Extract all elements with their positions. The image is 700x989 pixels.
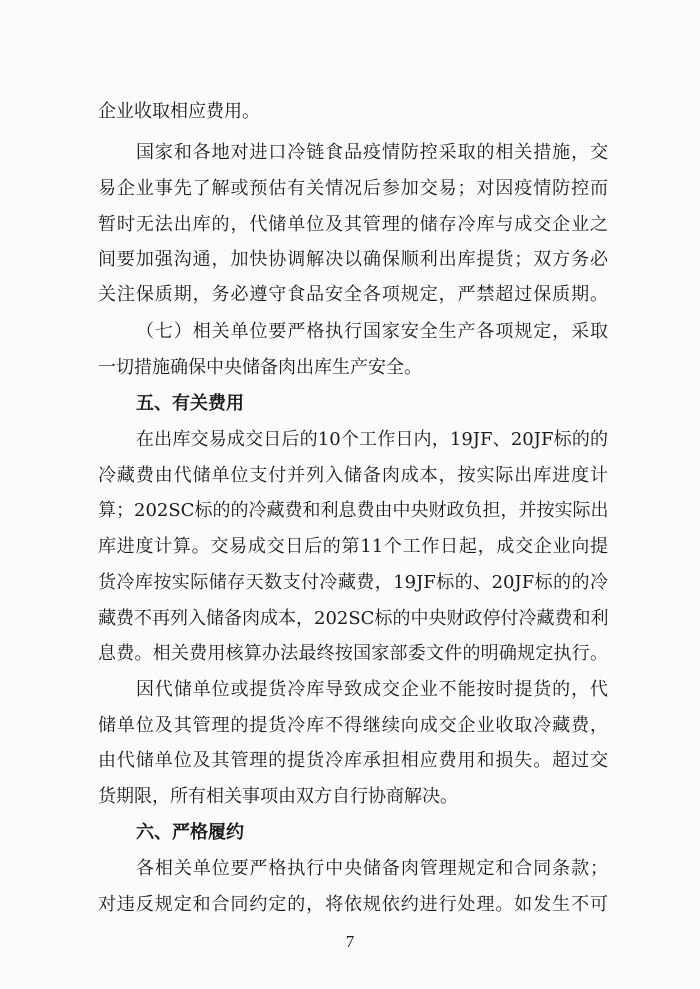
text-line: 在出库交易成交日后的10个工作日内，19JF、20JF标的的 <box>136 429 608 450</box>
section-heading: 五、有关费用 <box>136 393 244 414</box>
text-line: 国家和各地对进口冷链食品疫情防控采取的相关措施，交 <box>136 142 608 163</box>
text-line: 货期限，所有相关事项由双方自行协商解决。 <box>98 786 458 807</box>
text-line: 一切措施确保中央储备肉出库生产安全。 <box>98 357 422 378</box>
text-line: 企业收取相应费用。 <box>98 101 260 122</box>
text-line: 储单位及其管理的提货冷库不得继续向成交企业收取冷藏费， <box>98 715 608 736</box>
text-line: （七）相关单位要严格执行国家安全生产各项规定，采取 <box>136 321 608 342</box>
text-line: 藏费不再列入储备肉成本，202SC标的中央财政停付冷藏费和利 <box>98 608 609 629</box>
text-line: 库进度计算。交易成交日后的第11个工作日起，成交企业向提 <box>98 536 608 557</box>
page-number: 7 <box>345 932 355 951</box>
text-line: 算；202SC标的的冷藏费和利息费由中央财政负担，并按实际出 <box>98 500 609 521</box>
text-line: 因代储单位或提货冷库导致成交企业不能按时提货的，代 <box>136 679 608 700</box>
text-line: 由代储单位及其管理的提货冷库承担相应费用和损失。超过交 <box>98 750 608 771</box>
text-line: 各相关单位要严格执行中央储备肉管理规定和合同条款； <box>136 858 608 879</box>
text-line: 暂时无法出库的，代储单位及其管理的储存冷库与成交企业之 <box>98 214 608 235</box>
text-line: 易企业事先了解或预估有关情况后参加交易；对因疫情防控而 <box>98 178 608 199</box>
text-line: 息费。相关费用核算办法最终按国家部委文件的明确规定执行。 <box>98 643 608 664</box>
section-heading: 六、严格履约 <box>136 822 244 843</box>
text-line: 冷藏费由代储单位支付并列入储备肉成本，按实际出库进度计 <box>98 465 608 486</box>
text-line: 间要加强沟通，加快协调解决以确保顺利出库提货；双方务必 <box>98 249 608 270</box>
text-line: 货冷库按实际储存天数支付冷藏费，19JF标的、20JF标的的冷 <box>98 572 608 593</box>
text-line: 对违反规定和合同约定的，将依规依约进行处理。如发生不可 <box>98 894 608 915</box>
text-line: 关注保质期，务必遵守食品安全各项规定，严禁超过保质期。 <box>98 284 608 305</box>
